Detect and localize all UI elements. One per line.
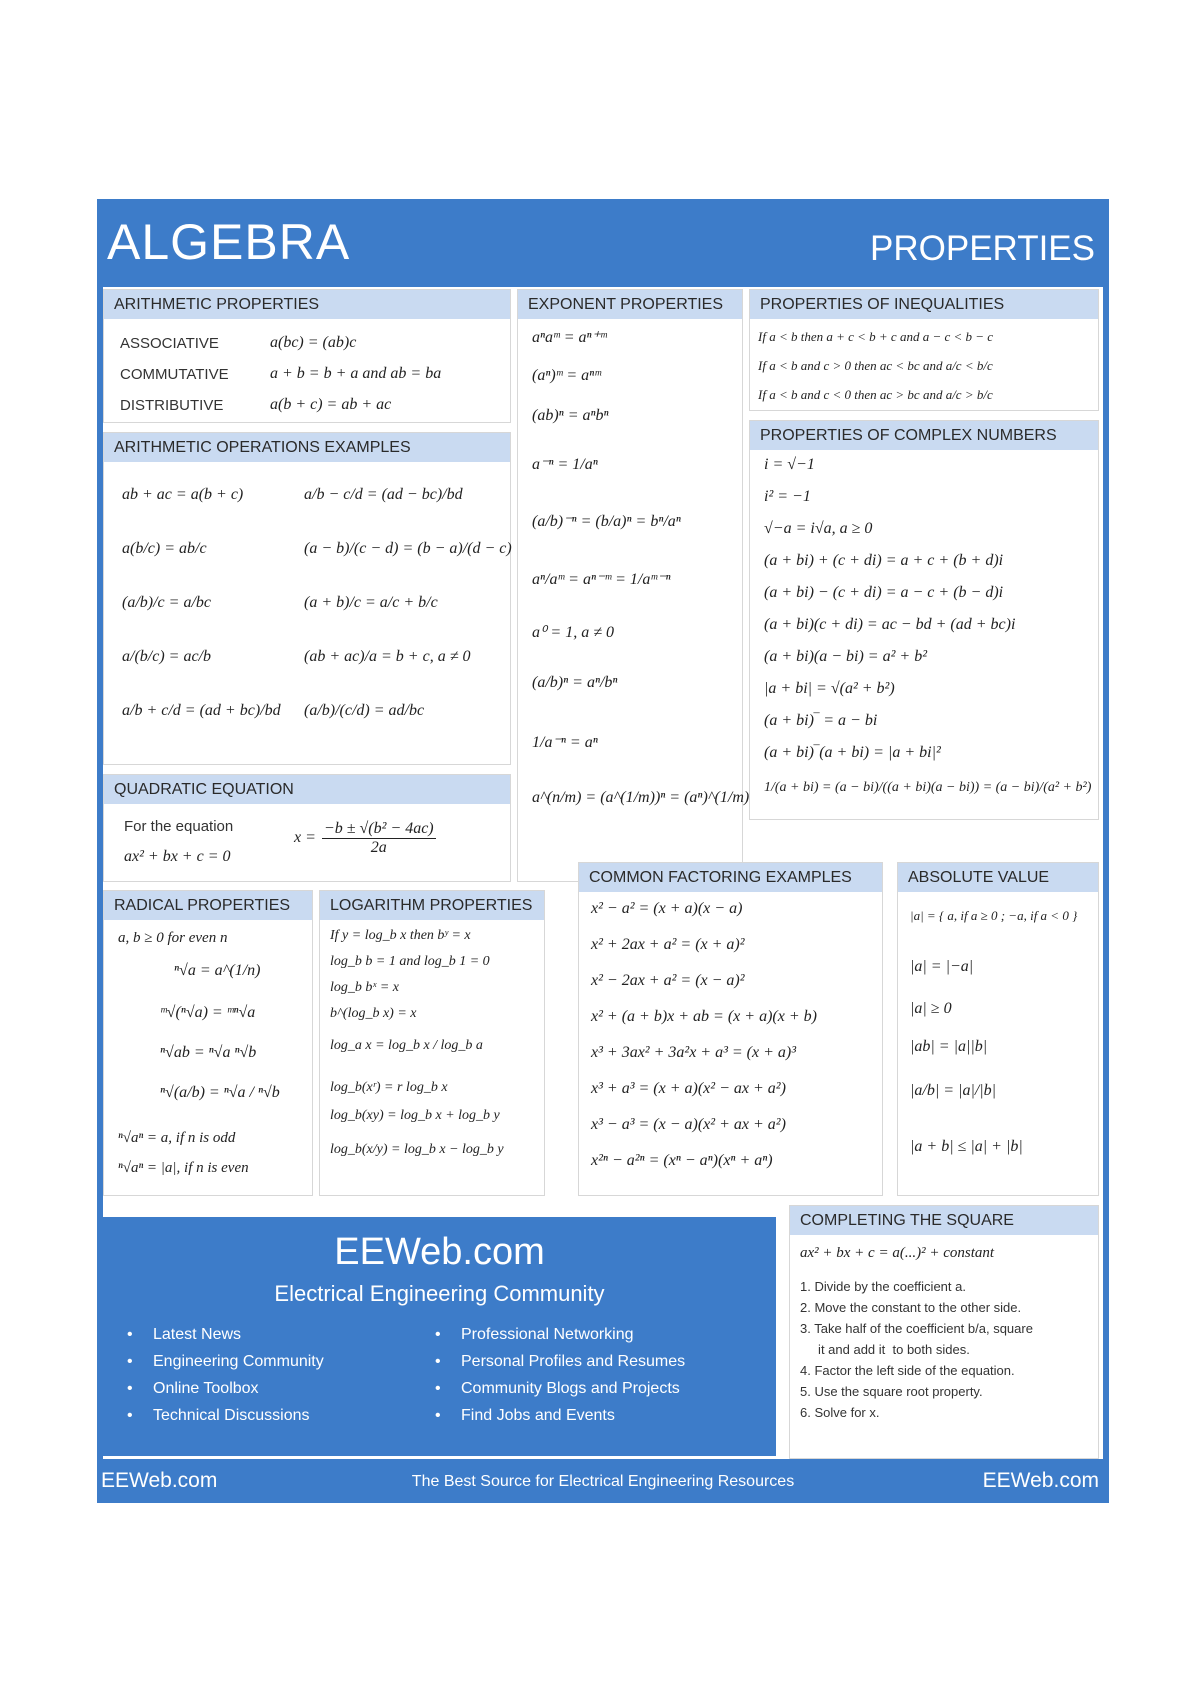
complex-item-11: 1/(a + bi) = (a − bi)/((a + bi)(a − bi)) = (a − bi)/(a² + b²): [764, 780, 1092, 795]
quadratic-denominator: 2a: [370, 838, 387, 856]
absolute-item-5: |a/b| = |a|/|b|: [910, 1082, 997, 1099]
completing-square-box: [789, 1205, 1099, 1459]
exponent-item-5: (a/b)⁻ⁿ = (b/a)ⁿ = bⁿ/aⁿ: [532, 513, 681, 530]
complex-item-8: |a + bi| = √(a² + b²): [764, 680, 895, 697]
arithmetic-properties-header: ARITHMETIC PROPERTIES: [104, 290, 510, 319]
promo-link[interactable]: • Find Jobs and Events: [433, 1402, 685, 1429]
promo-brand[interactable]: EEWeb.com: [334, 1231, 545, 1273]
log-item-4: b^(log_b x) = x: [330, 1006, 417, 1021]
log-item-6: log_b(xʳ) = r log_b x: [330, 1080, 448, 1095]
quadratic-equation: ax² + bx + c = 0: [124, 848, 231, 865]
factoring-item-2: x² + 2ax + a² = (x + a)²: [591, 936, 745, 953]
associative-formula: a(bc) = (ab)c: [270, 334, 357, 351]
complex-header: PROPERTIES OF COMPLEX NUMBERS: [750, 421, 1098, 450]
exponent-item-3: (ab)ⁿ = aⁿbⁿ: [532, 407, 609, 424]
inequality-3: If a < b and c < 0 then ac > bc and a/c > b/c: [758, 387, 993, 402]
operations-header: ARITHMETIC OPERATIONS EXAMPLES: [104, 433, 510, 462]
promo-link[interactable]: • Online Toolbox: [125, 1375, 324, 1402]
radical-item-5: ⁿ√(a/b) = ⁿ√a / ⁿ√b: [160, 1084, 280, 1101]
exponent-header: EXPONENT PROPERTIES: [518, 290, 742, 319]
op-left-1: ab + ac = a(b + c): [122, 486, 244, 503]
log-item-5: log_a x = log_b x / log_b a: [330, 1038, 483, 1053]
complex-item-2: i² = −1: [764, 488, 811, 505]
factoring-item-6: x³ + a³ = (x + a)(x² − ax + a²): [591, 1080, 786, 1097]
log-item-8: log_b(x/y) = log_b x − log_b y: [330, 1142, 504, 1157]
complex-item-10: (a + bi)‾(a + bi) = |a + bi|²: [764, 744, 941, 761]
exponent-item-9: 1/a⁻ⁿ = aⁿ: [532, 734, 598, 751]
radical-header: RADICAL PROPERTIES: [104, 891, 312, 920]
promo-links-right: [433, 1321, 685, 1429]
absolute-header: ABSOLUTE VALUE: [898, 863, 1098, 892]
completing-square-header: COMPLETING THE SQUARE: [790, 1206, 1098, 1235]
distributive-label: DISTRIBUTIVE: [120, 397, 224, 414]
factoring-item-7: x³ − a³ = (x − a)(x² + ax + a²): [591, 1116, 786, 1133]
complex-item-4: (a + bi) + (c + di) = a + c + (b + d)i: [764, 552, 1004, 569]
op-left-5: a/b + c/d = (ad + bc)/bd: [122, 702, 281, 719]
complex-item-3: √−a = i√a, a ≥ 0: [764, 520, 873, 537]
op-right-4: (ab + ac)/a = b + c, a ≠ 0: [304, 648, 471, 665]
absolute-item-1: |a| = { a, if a ≥ 0 ; −a, if a < 0 }: [910, 908, 1078, 923]
logarithm-box: [319, 890, 545, 1196]
completing-square-formula: ax² + bx + c = a(...)² + constant: [800, 1245, 995, 1261]
promo-tagline: Electrical Engineering Community: [274, 1281, 605, 1306]
op-right-2: (a − b)/(c − d) = (b − a)/(d − c): [304, 540, 512, 557]
radical-item-2: ⁿ√a = a^(1/n): [174, 962, 261, 979]
inequalities-header: PROPERTIES OF INEQUALITIES: [750, 290, 1098, 319]
quadratic-solution: [294, 820, 438, 856]
absolute-item-4: |ab| = |a||b|: [910, 1038, 988, 1055]
cheat-sheet: [97, 199, 1109, 1503]
promo-links-left: [125, 1321, 324, 1429]
factoring-item-3: x² − 2ax + a² = (x − a)²: [591, 972, 745, 989]
radical-item-6: ⁿ√aⁿ = a, if n is odd: [118, 1130, 236, 1146]
exponent-item-10: a^(n/m) = (a^(1/m))ⁿ = (aⁿ)^(1/m): [532, 789, 750, 806]
exponent-item-8: (a/b)ⁿ = aⁿ/bⁿ: [532, 674, 618, 691]
step-3-cont: it and add it to both sides.: [800, 1342, 970, 1357]
factoring-item-1: x² − a² = (x + a)(x − a): [591, 900, 743, 917]
promo-link[interactable]: • Community Blogs and Projects: [433, 1375, 685, 1402]
promo-link[interactable]: • Personal Profiles and Resumes: [433, 1348, 685, 1375]
radical-item-3: ᵐ√(ⁿ√a) = ᵐⁿ√a: [160, 1004, 256, 1021]
step-1: 1. Divide by the coefficient a.: [800, 1279, 966, 1294]
step-6: 6. Solve for x.: [800, 1405, 880, 1420]
complex-item-1: i = √−1: [764, 456, 815, 473]
step-2: 2. Move the constant to the other side.: [800, 1300, 1022, 1315]
inequalities-box: [749, 289, 1099, 411]
factoring-header: COMMON FACTORING EXAMPLES: [579, 863, 882, 892]
op-left-2: a(b/c) = ab/c: [122, 540, 207, 557]
page-title: ALGEBRA: [107, 214, 351, 270]
log-item-1: If y = log_b x then bʸ = x: [330, 928, 471, 943]
exponent-item-6: aⁿ/aᵐ = aⁿ⁻ᵐ = 1/aᵐ⁻ⁿ: [532, 571, 671, 588]
commutative-formula: a + b = b + a and ab = ba: [270, 365, 442, 382]
op-right-3: (a + b)/c = a/c + b/c: [304, 594, 438, 611]
log-item-3: log_b bˣ = x: [330, 980, 400, 995]
promo-link[interactable]: • Technical Discussions: [125, 1402, 324, 1429]
radical-item-7: ⁿ√aⁿ = |a|, if n is even: [118, 1160, 249, 1176]
factoring-item-4: x² + (a + b)x + ab = (x + a)(x + b): [591, 1008, 817, 1025]
quadratic-header: QUADRATIC EQUATION: [104, 775, 510, 804]
promo-link[interactable]: • Professional Networking: [433, 1321, 685, 1348]
page-subtitle: PROPERTIES: [870, 229, 1095, 268]
op-left-4: a/(b/c) = ac/b: [122, 648, 211, 665]
log-item-7: log_b(xy) = log_b x + log_b y: [330, 1108, 500, 1123]
quadratic-box: [103, 774, 511, 882]
radical-item-4: ⁿ√ab = ⁿ√a ⁿ√b: [160, 1044, 257, 1061]
inequality-2: If a < b and c > 0 then ac < bc and a/c < b/c: [758, 358, 993, 373]
footer-brand-left[interactable]: EEWeb.com: [101, 1469, 218, 1492]
footer-tagline: The Best Source for Electrical Engineering Resources: [411, 1473, 795, 1490]
inequality-1: If a < b then a + c < b + c and a − c < b − c: [758, 329, 994, 344]
eeweb-promo: [103, 1217, 776, 1456]
op-right-1: a/b − c/d = (ad − bc)/bd: [304, 486, 463, 503]
exponent-item-4: a⁻ⁿ = 1/aⁿ: [532, 456, 598, 473]
factoring-box: [578, 862, 883, 1196]
absolute-box: [897, 862, 1099, 1196]
step-3: 3. Take half of the coefficient b/a, square: [800, 1321, 1033, 1336]
exponent-item-1: aⁿaᵐ = aⁿ⁺ᵐ: [532, 329, 607, 346]
commutative-label: COMMUTATIVE: [120, 366, 229, 383]
quadratic-intro: For the equation: [124, 818, 234, 835]
distributive-formula: a(b + c) = ab + ac: [270, 396, 392, 413]
quadratic-numerator: −b ± √(b² − 4ac): [323, 820, 434, 837]
logarithm-header: LOGARITHM PROPERTIES: [320, 891, 544, 920]
absolute-item-6: |a + b| ≤ |a| + |b|: [910, 1138, 1023, 1155]
op-right-5: (a/b)/(c/d) = ad/bc: [304, 702, 425, 719]
exponent-box: [517, 289, 750, 882]
footer-brand-right[interactable]: EEWeb.com: [982, 1469, 1099, 1492]
completing-square-steps: [800, 1276, 1092, 1423]
absolute-item-3: |a| ≥ 0: [910, 1000, 952, 1017]
operations-box: [103, 432, 511, 765]
exponent-item-7: a⁰ = 1, a ≠ 0: [532, 624, 614, 641]
complex-item-9: (a + bi)‾ = a − bi: [764, 712, 878, 729]
radical-item-1: a, b ≥ 0 for even n: [118, 930, 228, 946]
step-4: 4. Factor the left side of the equation.: [800, 1363, 1015, 1378]
absolute-item-2: |a| = |−a|: [910, 958, 974, 975]
op-left-3: (a/b)/c = a/bc: [122, 594, 211, 611]
step-5: 5. Use the square root property.: [800, 1384, 983, 1399]
quadratic-solution-lhs: x =: [294, 828, 316, 846]
arithmetic-properties-box: [103, 289, 511, 423]
promo-link[interactable]: • Engineering Community: [125, 1348, 324, 1375]
complex-item-5: (a + bi) − (c + di) = a − c + (b − d)i: [764, 584, 1004, 601]
promo-link[interactable]: • Latest News: [125, 1321, 324, 1348]
log-item-2: log_b b = 1 and log_b 1 = 0: [330, 954, 490, 969]
radical-box: [103, 890, 313, 1196]
factoring-item-5: x³ + 3ax² + 3a²x + a³ = (x + a)³: [591, 1044, 797, 1061]
complex-item-6: (a + bi)(c + di) = ac − bd + (ad + bc)i: [764, 616, 1016, 633]
complex-item-7: (a + bi)(a − bi) = a² + b²: [764, 648, 927, 665]
exponent-item-2: (aⁿ)ᵐ = aⁿᵐ: [532, 367, 601, 384]
associative-label: ASSOCIATIVE: [120, 335, 219, 352]
factoring-item-8: x²ⁿ − a²ⁿ = (xⁿ − aⁿ)(xⁿ + aⁿ): [591, 1152, 773, 1169]
complex-box: [749, 420, 1099, 820]
quadratic-fraction: [322, 820, 436, 856]
